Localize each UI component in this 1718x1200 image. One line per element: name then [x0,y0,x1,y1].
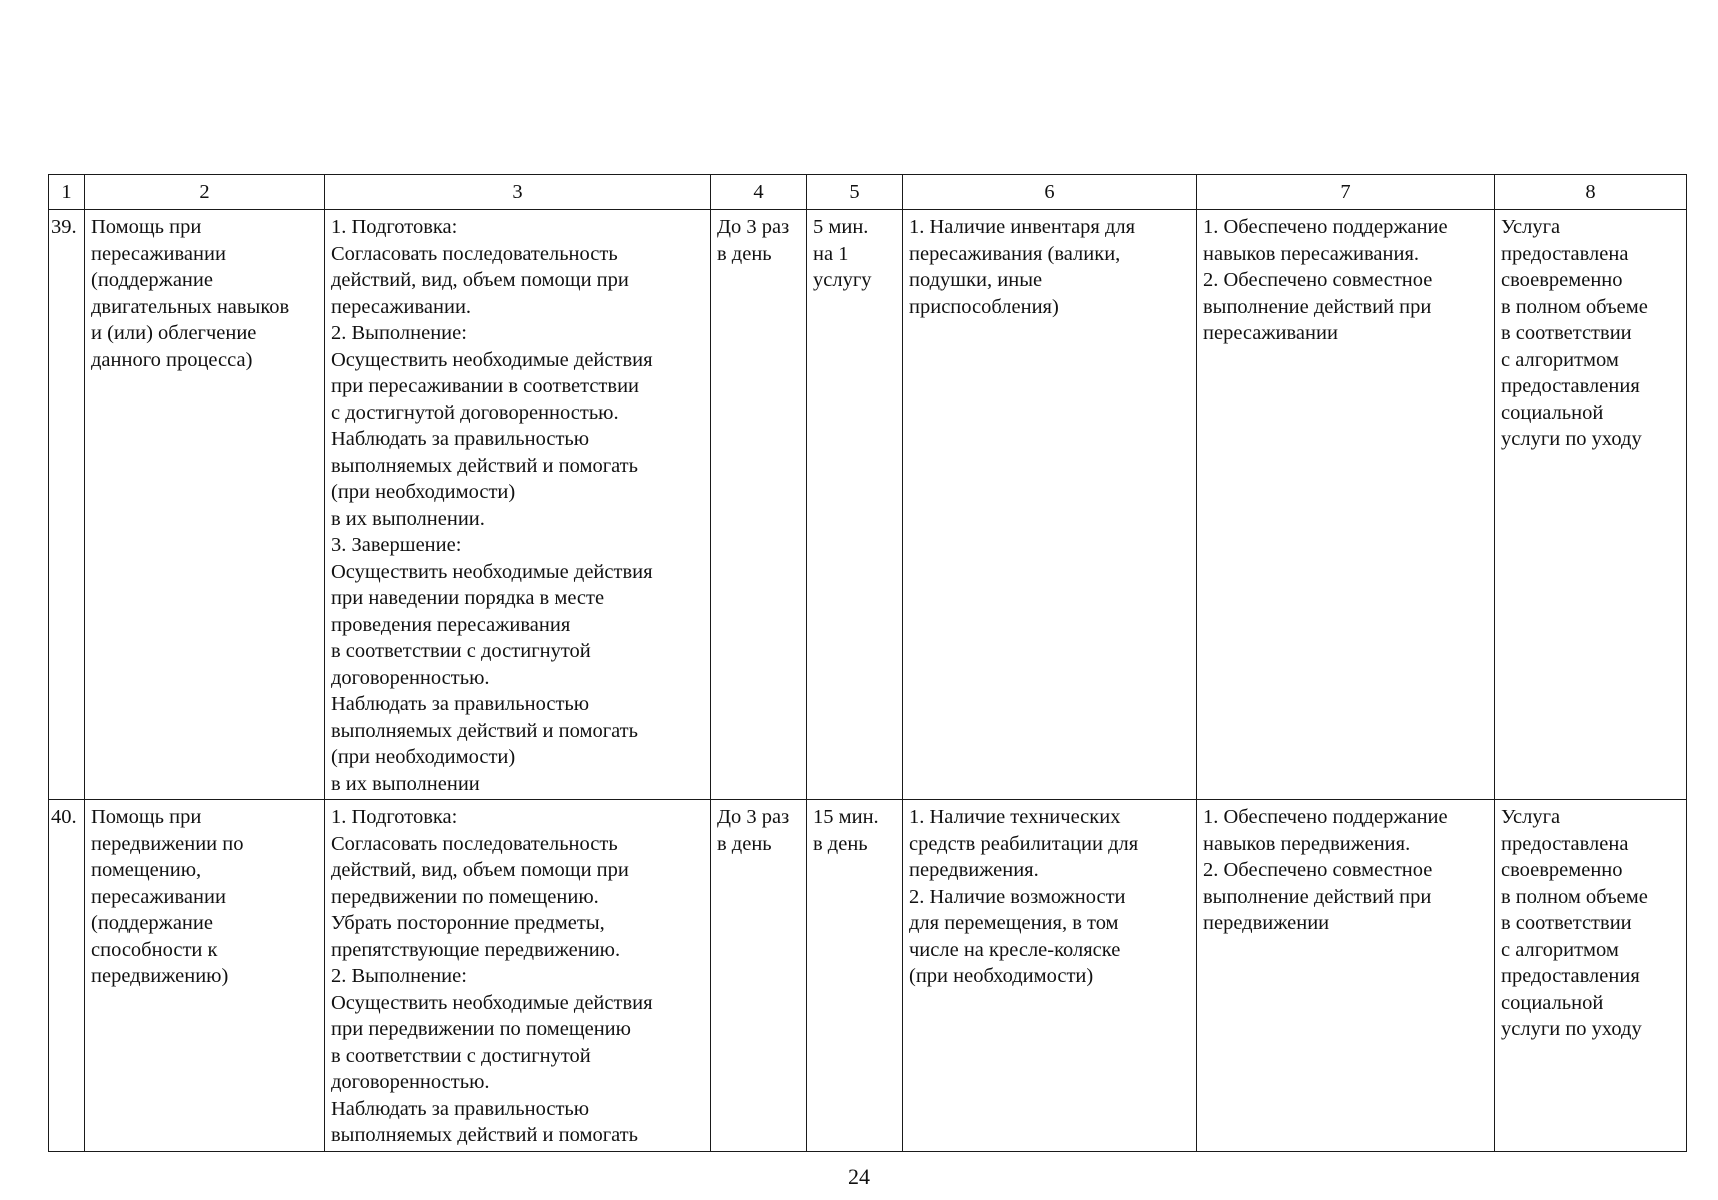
text-line: в день [813,832,868,855]
table-row [49,210,1687,800]
text-line: Согласовать последовательность [331,242,618,265]
text-line: 5 мин. [813,216,869,238]
text-line: услуги по уходу [1501,428,1642,450]
text-line: двигательных навыков [91,295,290,318]
text-line: числе на кресле-коляске [909,938,1121,961]
column-number: 5 [807,175,903,210]
text-line: действий, вид, объем помощи при [331,859,629,881]
text-line: 1. Наличие инвентаря для [909,216,1136,238]
text-line: Осуществить необходимые действия [331,348,653,371]
text-line: действий, вид, объем помощи при [331,269,629,291]
evaluation-cell [1495,800,1687,1152]
text-line: 2. Обеспечено совместное [1203,269,1433,291]
text-line: подушки, иные [909,269,1043,291]
text-line: на 1 [813,242,849,265]
text-line: 15 мин. [813,806,879,828]
text-line: при пересаживании в соответствии [331,375,640,397]
text-line: Наблюдать за правильностью [331,693,590,715]
text-line: 2. Наличие возможности [909,885,1126,908]
frequency-cell [711,210,807,800]
text-line: способности к [91,938,218,961]
text-line: передвижению) [91,965,229,987]
text-line: пересаживании [1203,322,1338,344]
results-cell [1197,800,1495,1152]
text-line: Наблюдать за правильностью [331,1097,590,1120]
text-line: 1. Подготовка: [331,216,458,238]
text-line: навыков пересаживания. [1203,242,1420,265]
text-line: пересаживания (валики, [909,242,1121,265]
column-number: 8 [1495,175,1687,210]
text-line: в день [717,242,772,265]
column-number-row [49,175,1687,210]
text-line: услуги по уходу [1501,1018,1642,1040]
text-line: навыков передвижения. [1203,832,1411,855]
text-line: социальной [1501,401,1604,424]
text-line: 2. Выполнение: [331,322,467,344]
text-line: с достигнутой договоренностью. [331,401,619,424]
text-line: Помощь при [91,216,202,238]
text-line: предоставления [1501,375,1640,397]
column-number: 4 [711,175,807,210]
text-line: Услуга [1501,216,1561,238]
text-line: препятствующие передвижению. [331,938,621,961]
text-line: выполнение действий при [1203,295,1432,318]
text-line: До 3 раз [717,806,790,828]
text-line: Наблюдать за правильностью [331,428,590,450]
text-line: выполнение действий при [1203,885,1432,908]
text-line: в соответствии с достигнутой [331,1044,591,1067]
text-line: 2. Обеспечено совместное [1203,859,1433,881]
text-line: услугу [813,269,872,291]
text-line: пересаживании [91,242,226,265]
text-line: (поддержание [91,912,213,934]
text-line: Убрать посторонние предметы, [331,912,605,934]
text-line: Услуга [1501,806,1561,828]
text-line: договоренностью. [331,1071,490,1093]
text-line: с алгоритмом [1501,348,1619,371]
page-number: 24 [848,1164,870,1189]
duration-cell [807,800,903,1152]
text-line: в день [717,832,772,855]
text-line: данного процесса) [91,348,253,371]
text-line: своевременно [1501,269,1623,291]
text-line: в их выполнении [331,772,480,795]
text-line: средств реабилитации для [909,832,1139,855]
text-line: выполняемых действий и помогать [331,454,638,477]
column-number: 1 [49,175,85,210]
text-line: (поддержание [91,269,213,291]
text-line: 1. Наличие технических [909,806,1121,828]
table-row [49,800,1687,1152]
text-line: своевременно [1501,859,1623,881]
text-line: предоставлена [1501,832,1629,855]
text-line: в полном объеме [1501,885,1648,908]
duration-cell [807,210,903,800]
text-line: передвижении по [91,832,244,855]
text-line: передвижении [1203,912,1330,934]
conditions-cell [903,800,1197,1152]
text-line: и (или) облегчение [91,322,257,344]
text-line: 1. Обеспечено поддержание [1203,806,1448,828]
column-number: 7 [1197,175,1495,210]
text-line: с алгоритмом [1501,938,1619,961]
service-description-cell [325,210,711,800]
text-line: (при необходимости) [909,965,1094,987]
text-line: для перемещения, в том [909,912,1119,934]
text-line: в соответствии с достигнутой [331,640,591,662]
text-line: предоставления [1501,965,1640,987]
text-line: (при необходимости) [331,481,516,503]
conditions-cell [903,210,1197,800]
column-number: 3 [325,175,711,210]
text-line: 1. Обеспечено поддержание [1203,216,1448,238]
text-line: 3. Завершение: [331,534,462,556]
text-line: приспособления) [909,295,1059,318]
text-line: Помощь при [91,806,202,828]
row-number: 39. [49,210,85,800]
text-line: предоставлена [1501,242,1629,265]
text-line: в их выполнении. [331,507,485,530]
text-line: пересаживании. [331,295,472,318]
text-line: при передвижении по помещению [331,1018,631,1040]
text-line: Осуществить необходимые действия [331,560,653,583]
text-line: Согласовать последовательность [331,832,618,855]
text-line: проведения пересаживания [331,613,571,636]
evaluation-cell [1495,210,1687,800]
column-number: 2 [85,175,325,210]
text-line: в соответствии [1501,912,1632,934]
text-line: социальной [1501,991,1604,1014]
text-line: помещению, [91,859,202,881]
text-line: выполняемых действий и помогать [331,719,638,742]
services-table [48,174,1687,1152]
frequency-cell [711,800,807,1152]
text-line: 2. Выполнение: [331,965,467,987]
column-number: 6 [903,175,1197,210]
text-line: в полном объеме [1501,295,1648,318]
service-name-cell [85,210,325,800]
service-name-cell [85,800,325,1152]
text-line: договоренностью. [331,666,490,689]
text-line: передвижения. [909,859,1039,881]
text-line: в соответствии [1501,322,1632,344]
text-line: при наведении порядка в месте [331,587,605,609]
results-cell [1197,210,1495,800]
text-line: 1. Подготовка: [331,806,458,828]
service-description-cell [325,800,711,1152]
row-number: 40. [49,800,85,1152]
text-line: До 3 раз [717,216,790,238]
text-line: передвижении по помещению. [331,885,599,908]
text-line: выполняемых действий и помогать [331,1124,638,1146]
text-line: пересаживании [91,885,226,908]
text-line: Осуществить необходимые действия [331,991,653,1014]
text-line: (при необходимости) [331,746,516,768]
